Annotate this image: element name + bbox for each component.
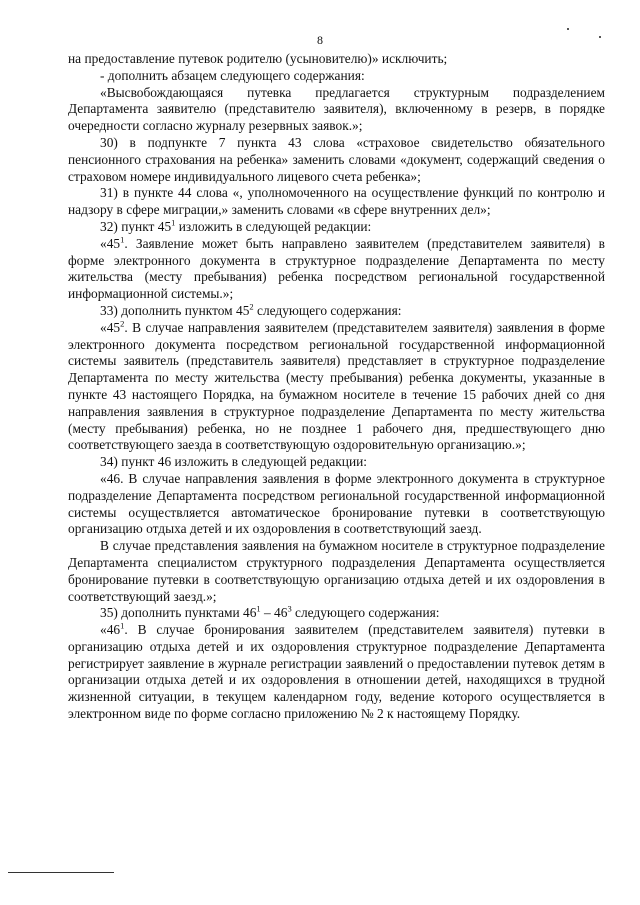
paragraph [68, 185, 605, 219]
document-body [68, 51, 605, 723]
paragraph-text: . Заявление может быть направлено заявителем (представителем заявителя) в форме электронного документа в структурное подразделение Департамента по месту жительства (месту пребывания) ребенка посредством региональной государственной информационной системы.»; [68, 235, 605, 302]
superscript-index: 1 [171, 217, 176, 228]
paragraph [68, 303, 605, 320]
superscript-index: 1 [120, 234, 125, 245]
paragraph-text: 33) дополнить пунктом 45 [100, 302, 250, 318]
paragraph-text: - дополнить абзацем следующего содержания: [100, 67, 365, 83]
paragraph-text: «Высвобождающаяся путевка предлагается структурным подразделением Департамента заявителю (представителю заявителя), включенному в резерв, в порядке очередности согласно журналу резервных заявок.»; [68, 84, 605, 134]
page-number: 8 [317, 33, 323, 47]
paragraph [68, 605, 605, 622]
paragraph [68, 219, 605, 236]
paragraph-text: «45 [100, 235, 121, 251]
paragraph-text: 30) в подпункте 7 пункта 43 слова «страховое свидетельство обязательного пенсионного страхования на ребенка» заменить словами «документ, содержащий сведения о страховом номере индивидуального лицевого счета ребенка»; [68, 134, 605, 184]
paragraph-text: 34) пункт 46 изложить в следующей редакции: [100, 454, 368, 470]
paragraph-text: 31) в пункте 44 слова «, уполномоченного на осуществление функций по контролю и надзору в сфере миграции,» заменить словами «в сфере внутренних дел»; [68, 185, 605, 218]
paragraph [68, 236, 605, 303]
paragraph [68, 538, 605, 605]
superscript-index: 1 [256, 603, 261, 614]
paragraph-text: следующего содержания: [291, 605, 440, 621]
paragraph [68, 320, 605, 454]
paragraph [68, 85, 605, 135]
paragraph-text: следующего содержания: [253, 302, 402, 318]
superscript-index: 3 [287, 603, 292, 614]
paragraph-text: . В случае бронирования заявителем (представителем заявителя) путевки в организацию отдыха детей и их оздоровления структурное подразделение Департамента регистрирует заявление в журнале регистрации заявлений о предоставлении путевок детям в организации отдыха детей и их оздоровления в отношении детей, находящихся в трудной жизненной ситуации, в текущем календарном году, ведение которого осуществляется в электронном виде по форме согласно приложению № 2 к настоящему Порядку. [68, 622, 605, 722]
paragraph-text: «46 [100, 622, 121, 638]
paragraph [68, 68, 605, 85]
scan-speck [567, 28, 569, 30]
paragraph [68, 622, 605, 723]
paragraph [68, 471, 605, 538]
superscript-index: 1 [120, 620, 125, 631]
paragraph-text: 32) пункт 45 [100, 218, 172, 234]
paragraph-text: «46. В случае направления заявления в форме электронного документа в структурное подразделение Департамента посредством региональной государственной информационной системы осуществляется автоматическое бронирование путевки в соответствующую организацию отдыха детей и их оздоровления в соответствующий заезд. [68, 470, 605, 537]
paragraph-text: – 46 [260, 605, 288, 621]
paragraph-text: 35) дополнить пунктами 46 [100, 605, 257, 621]
paragraph-text: «45 [100, 319, 121, 335]
paragraph [68, 135, 605, 185]
paragraph-text: В случае представления заявления на бумажном носителе в структурное подразделение Департамента специалистом структурного подразделения Департамента осуществляется бронирование путевки в соответствующую организацию отдыха детей и их оздоровления в соответствующий заезд.»; [68, 538, 605, 604]
superscript-index: 2 [120, 318, 125, 329]
paragraph-text: . В случае направления заявителем (представителем заявителя) заявления в форме электронного документа посредством региональной государственной информационной системы заявитель (представитель заявителя) представляет в структурное подразделение Департамента по месту жительства (месту пребывания) ребенка документы, указанные в пункте 43 настоящего Порядка, на бумажном носителе в течение 15 рабочих дней со дня направления заявления в структурное подразделение Департамента по месту жительства (месту пребывания) ребенка, но не позднее 1 рабочего дня, предшествующего дню соответствующего заезда в соответствующую оздоровительную организацию.»; [68, 319, 605, 453]
paragraph-text: изложить в следующей редакции: [175, 218, 372, 234]
scan-speck [599, 36, 601, 38]
paragraph-text: на предоставление путевок родителю (усыновителю)» исключить; [68, 51, 448, 66]
superscript-index: 2 [249, 301, 254, 312]
paragraph [68, 454, 605, 471]
footer-rule [8, 872, 114, 873]
paragraph [68, 51, 605, 68]
